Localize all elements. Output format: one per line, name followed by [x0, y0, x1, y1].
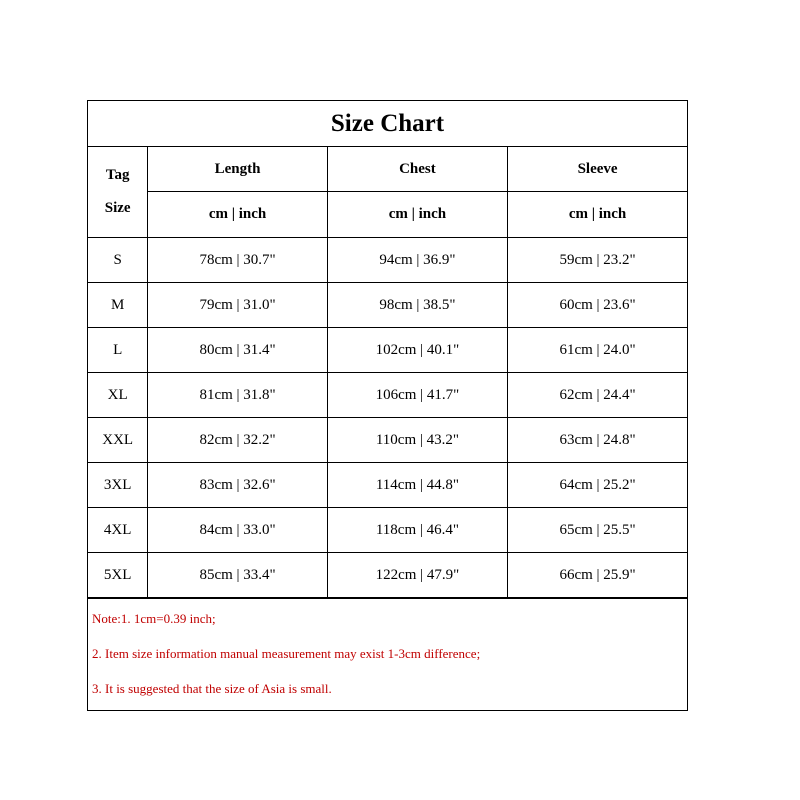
size-cell: XL	[88, 373, 148, 418]
sleeve-cell: 64cm | 25.2"	[508, 463, 687, 508]
size-label: Size	[104, 200, 131, 216]
chart-title: Size Chart	[88, 101, 687, 147]
size-chart	[87, 100, 688, 711]
sleeve-cell: 62cm | 24.4"	[508, 373, 687, 418]
table-row	[88, 328, 687, 373]
note-line: 3. It is suggested that the size of Asia is small.	[92, 681, 332, 696]
unit-header-length: cm | inch	[148, 192, 327, 238]
size-cell: L	[88, 328, 148, 373]
chest-cell: 122cm | 47.9"	[327, 553, 507, 598]
table-row	[88, 238, 687, 283]
chest-cell: 114cm | 44.8"	[327, 463, 507, 508]
length-cell: 85cm | 33.4"	[148, 553, 327, 598]
length-cell: 81cm | 31.8"	[148, 373, 327, 418]
size-cell: 4XL	[88, 508, 148, 553]
sleeve-cell: 60cm | 23.6"	[508, 283, 687, 328]
sleeve-cell: 63cm | 24.8"	[508, 418, 687, 463]
length-cell: 80cm | 31.4"	[148, 328, 327, 373]
size-cell: S	[88, 238, 148, 283]
size-cell: XXL	[88, 418, 148, 463]
length-cell: 83cm | 32.6"	[148, 463, 327, 508]
chest-cell: 98cm | 38.5"	[327, 283, 507, 328]
sleeve-cell: 66cm | 25.9"	[508, 553, 687, 598]
size-cell: 5XL	[88, 553, 148, 598]
column-header-sleeve: Sleeve	[508, 147, 687, 192]
table-row	[88, 463, 687, 508]
tag-label: Tag	[105, 167, 130, 183]
sleeve-cell: 59cm | 23.2"	[508, 238, 687, 283]
table-row	[88, 553, 687, 598]
size-cell: M	[88, 283, 148, 328]
column-header-length: Length	[148, 147, 327, 192]
unit-header-sleeve: cm | inch	[508, 192, 687, 238]
size-table	[88, 101, 687, 598]
column-header-chest: Chest	[327, 147, 507, 192]
table-row	[88, 508, 687, 553]
sleeve-cell: 61cm | 24.0"	[508, 328, 687, 373]
table-row	[88, 418, 687, 463]
chest-cell: 118cm | 46.4"	[327, 508, 507, 553]
notes-section	[88, 598, 687, 710]
note-line: 2. Item size information manual measurement may exist 1-3cm difference;	[92, 646, 481, 661]
tag-size-header	[88, 147, 148, 238]
length-cell: 84cm | 33.0"	[148, 508, 327, 553]
chest-cell: 110cm | 43.2"	[327, 418, 507, 463]
sleeve-cell: 65cm | 25.5"	[508, 508, 687, 553]
note-line: Note:1. 1cm=0.39 inch;	[92, 611, 216, 626]
unit-header-chest: cm | inch	[327, 192, 507, 238]
chest-cell: 94cm | 36.9"	[327, 238, 507, 283]
length-cell: 82cm | 32.2"	[148, 418, 327, 463]
size-cell: 3XL	[88, 463, 148, 508]
table-row	[88, 283, 687, 328]
table-row	[88, 373, 687, 418]
chest-cell: 102cm | 40.1"	[327, 328, 507, 373]
length-cell: 78cm | 30.7"	[148, 238, 327, 283]
length-cell: 79cm | 31.0"	[148, 283, 327, 328]
chest-cell: 106cm | 41.7"	[327, 373, 507, 418]
